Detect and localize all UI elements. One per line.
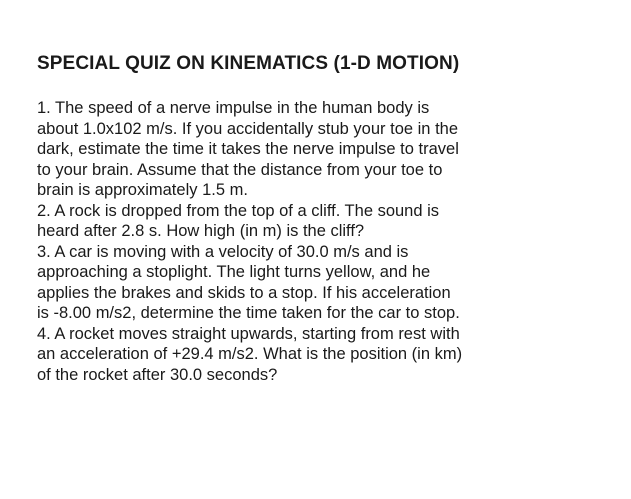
question-1-line-2: about 1.0x102 m/s. If you accidentally stub your toe in the bbox=[37, 119, 458, 138]
question-4-line-1: 4. A rocket moves straight upwards, starting from rest with bbox=[37, 324, 460, 343]
question-2-line-1: 2. A rock is dropped from the top of a cliff. The sound is bbox=[37, 201, 440, 220]
question-4-line-2: an acceleration of +29.4 m/s2. What is the position (in km) bbox=[37, 345, 463, 363]
question-1-line-4: to your brain. Assume that the distance from your toe to bbox=[37, 160, 443, 179]
question-1-line-1: 1. The speed of a nerve impulse in the human body is bbox=[37, 99, 430, 117]
quiz-questions bbox=[37, 98, 597, 385]
question-1-line-5: brain is approximately 1.5 m. bbox=[37, 181, 248, 199]
question-4-line-3: of the rocket after 30.0 seconds? bbox=[37, 365, 278, 384]
question-3-line-2: approaching a stoplight. The light turns yellow, and he bbox=[37, 263, 431, 281]
quiz-title: SPECIAL QUIZ ON KINEMATICS (1-D MOTION) bbox=[37, 53, 460, 74]
question-3-line-4: is -8.00 m/s2, determine the time taken for the car to stop. bbox=[37, 304, 460, 322]
question-3-line-3: applies the brakes and skids to a stop. If his acceleration bbox=[37, 283, 451, 302]
question-3-line-1: 3. A car is moving with a velocity of 30.0 m/s and is bbox=[37, 242, 409, 261]
question-1-line-3: dark, estimate the time it takes the nerve impulse to travel bbox=[37, 140, 459, 158]
question-2-line-2: heard after 2.8 s. How high (in m) is the cliff? bbox=[37, 222, 365, 240]
